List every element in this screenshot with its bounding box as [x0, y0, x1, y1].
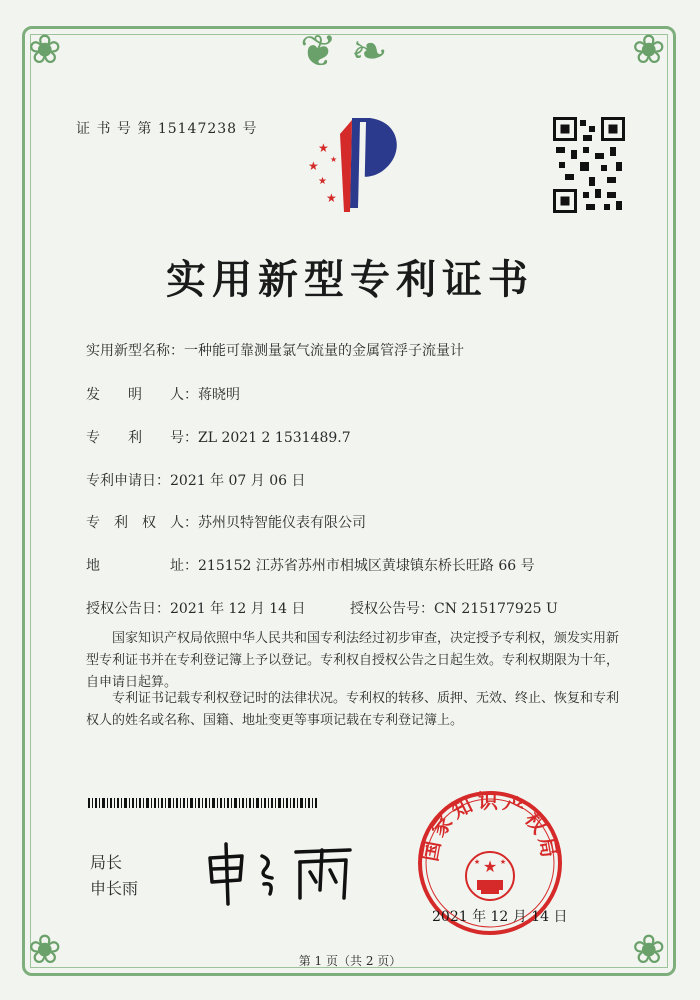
- corner-flourish-icon: ❀: [632, 27, 666, 73]
- barcode-icon: [88, 798, 318, 808]
- grant-number-field: 授权公告号：CN 215177925 U: [350, 601, 558, 617]
- qr-code-icon: [553, 117, 625, 213]
- corner-flourish-icon: ❀: [632, 927, 666, 973]
- seal-date: 2021 年 12 月 14 日: [432, 909, 568, 925]
- corner-flourish-icon: ❀: [28, 927, 62, 973]
- certificate-number: 证 书 号 第 15147238 号: [76, 121, 258, 137]
- certificate-title: 实用新型专利证书: [166, 256, 534, 303]
- patentee-field: 专 利 权 人：苏州贝特智能仪表有限公司: [86, 515, 366, 531]
- svg-text:★: ★: [318, 176, 327, 187]
- address-field: 地 址：215152 江苏省苏州市相城区黄埭镇东桥长旺路 66 号: [86, 558, 535, 574]
- svg-text:★: ★: [326, 191, 337, 205]
- svg-text:国家知识产权局: 国家知识产权局: [418, 788, 562, 864]
- page-number: 第 1 页（共 2 页）: [298, 954, 402, 968]
- inventor-field: 发 明 人：蒋晓明: [86, 387, 240, 403]
- top-flourish-icon: ❦ ❧: [300, 26, 388, 77]
- svg-text:★: ★: [473, 858, 481, 866]
- svg-text:★: ★: [330, 155, 338, 164]
- signer-role: 局长: [90, 853, 123, 872]
- handwritten-signature: [200, 838, 360, 908]
- svg-text:★: ★: [499, 858, 507, 866]
- application-date-field: 专利申请日：2021 年 07 月 06 日: [86, 473, 306, 489]
- svg-text:★: ★: [318, 141, 329, 155]
- cnipa-logo-icon: [300, 112, 410, 222]
- utility-model-name-field: 实用新型名称：一种能可靠测量氯气流量的金属管浮子流量计: [86, 343, 464, 359]
- grant-date-field: 授权公告日：2021 年 12 月 14 日: [86, 601, 306, 617]
- corner-flourish-icon: ❀: [28, 27, 62, 73]
- body-paragraph-1: 国家知识产权局依照中华人民共和国专利法经过初步审查，决定授予专利权，颁发实用新型专利证书并在专利登记簿上予以登记。专利权自授权公告之日起生效。专利权期限为十年，自申请日起算。: [86, 631, 620, 690]
- svg-text:★: ★: [308, 159, 319, 173]
- signer-name: 申长雨: [90, 879, 139, 898]
- patent-number-field: 专 利 号：ZL 2021 2 1531489.7: [86, 430, 351, 446]
- svg-text:★: ★: [482, 857, 498, 876]
- body-paragraph-2: 专利证书记载专利权登记时的法律状况。专利权的转移、质押、无效、终止、恢复和专利权人的姓名或名称、国籍、地址变更等事项记载在专利登记簿上。: [86, 691, 620, 728]
